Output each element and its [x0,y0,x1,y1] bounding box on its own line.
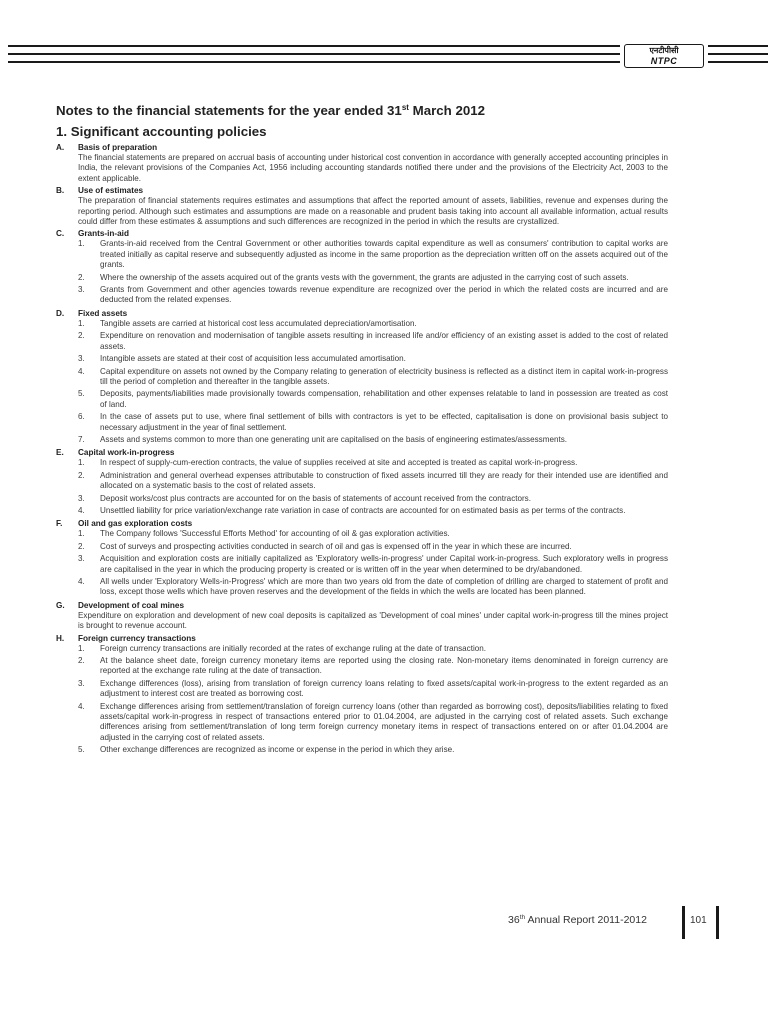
list-item [78,367,668,388]
section-letter: E. [56,448,64,458]
logo-hindi-text: एनटीपीसी [649,46,679,55]
section-heading-text: Fixed assets [78,308,128,318]
section-letter: B. [56,186,65,196]
list-item-number: 3. [78,285,85,295]
list-item-text: Other exchange differences are recognized as income or expense in the period in which they arise. [100,745,455,755]
list-item [78,273,668,283]
section-heading [56,142,668,153]
section-letter: F. [56,519,63,529]
section-heading-text: Use of estimates [78,186,144,196]
list-item [78,389,668,410]
section-letter: G. [56,600,65,610]
list-item [78,529,668,539]
list-item-text: Foreign currency transactions are initially recorded at the rates of exchange ruling at the date of transaction. [100,643,487,653]
list-item [78,458,668,468]
list-item [78,656,668,677]
list-item-number: 4. [78,577,85,586]
list-item-text: All wells under 'Exploratory Wells-in-Progress' which are more than two years old from the date of completion of drilling are charged to statement of profit and loss, except those wells which have proven reserves and the development of the fields in which the wells are located has been planned. [100,577,668,597]
list-item-number: 4. [78,505,85,515]
list-item-text: In respect of supply-cum-erection contracts, the value of supplies received at site and accepted is treated as capital work-in-progress. [100,458,578,468]
list-item-number: 2. [78,272,85,282]
list-item-text: Deposit works/cost plus contracts are accounted for on the basis of statements of account received from the contractors. [100,493,531,503]
section-title: 1. Significant accounting policies [56,124,267,139]
list-item-text: Administration and general overhead expenses attributable to construction of fixed assets incurred till they are ready for their intended use are identified and allocated on a systematic basis to the cost of related assets. [100,470,668,491]
list-item-text: Grants from Government and other agencies towards revenue expenditure are recognized over the period in which the related costs are incurred and are deducted from the related expenses. [100,285,668,305]
list-item-text: Capital expenditure on assets not owned by the Company relating to generation of electricity business is reflected as a distinct item in capital work-in-progress till the period of completion and thereafter in the tangible assets. [100,366,668,386]
list-item-number: 6. [78,412,85,422]
section-heading-text: Basis of preparation [78,143,158,152]
section-heading [56,518,668,529]
section-heading-text: Oil and gas exploration costs [78,519,193,529]
section-heading-text: Development of coal mines [78,600,185,610]
list-item [78,679,668,700]
list-item-number: 2. [78,470,85,480]
list-item-text: Tangible assets are carried at historical cost less accumulated depreciation/amortisation. [100,318,417,328]
list-item-number: 1. [78,318,85,328]
list-item-number: 3. [78,678,85,688]
list-item [78,506,668,516]
logo-text: NTPC [650,56,678,66]
list-item-text: Grants-in-aid received from the Central Government or other authorities towards capital expenditure as well as consumers' contribution to capital works are treated initially as capital reserve and subsequently adjusted as income in the same proportion as the depreciation written off on the assets acquired out of the grants. [100,239,668,270]
list-item [78,577,668,598]
list-item-number: 1. [78,458,85,468]
list-item [78,354,668,364]
section-heading [56,185,668,196]
section-heading-text: Foreign currency transactions [78,633,196,643]
list-item-text: The Company follows 'Successful Efforts Method' for accounting of oil & gas exploration activities. [100,529,450,539]
list-item [78,471,668,492]
list-item [78,644,668,654]
section-letter: H. [56,633,65,643]
header-rule-right [708,45,768,65]
list-item [78,494,668,504]
list-item-text: Intangible assets are stated at their cost of acquisition less accumulated amortisation. [100,354,406,364]
list-item-text: Exchange differences arising from settlement/translation of foreign currency loans (other than regarded as borrowing cost), deposits/liabilities relating to fixed assets/capital work-in-progress in respect of transactions entered prior to 01.04.2004, are adjusted in the carrying cost of related assets. Such exchange differences arising from settlement/translation of long term foreign currency monetary items in respect of transactions entered on or after 01.04.2004 are adjusted in the carrying cost of related assets. [100,701,668,742]
section-heading-text: Capital work-in-progress [78,448,175,458]
list-item [78,331,668,352]
list-item-text: Expenditure on renovation and modernisation of tangible assets resulting in increased life and/or efficiency of an existing asset is added to the cost of related assets. [100,331,668,351]
list-item-text: Unsettled liability for price variation/exchange rate variation in case of contracts are accounted for on estimated basis as per terms of the contracts. [100,505,626,515]
list-item [78,745,668,755]
section-letter: A. [56,143,65,152]
section-heading-text: Grants-in-aid [78,229,129,239]
list-item-number: 1. [78,529,85,539]
section-heading [56,447,668,458]
section-heading [56,228,668,239]
section-heading [56,600,668,611]
list-item-text: In the case of assets put to use, where final settlement of bills with contractors is yet to be effected, capitalisation is done on provisional basis subject to necessary adjustment in the year of final settlement. [100,412,668,432]
list-item [78,554,668,575]
list-item-number: 1. [78,239,85,249]
list-item [78,435,668,445]
list-item [78,285,668,306]
list-item [78,702,668,744]
list-item-number: 2. [78,656,85,666]
list-item-text: Deposits, payments/liabilities made provisionally towards compensation, rehabilitation and other expenses relatable to land in possession are treated as cost of land. [100,389,668,409]
section-heading [56,308,668,319]
list-item-text: Assets and systems common to more than one generating unit are capitalised on the basis of engineering estimates/assessments. [100,434,567,444]
document-body [56,99,668,758]
list-item-text: At the balance sheet date, foreign currency monetary items are reported using the closing rate. Non-monetary items denominated in foreign currency are reported at the exchange rate ruling at the date of transaction. [100,656,668,676]
policy-sections [56,142,668,756]
page-title: Notes to the financial statements for the year ended 31st March 2012 [56,103,486,118]
list-item-number: 5. [78,745,85,755]
list-item-number: 4. [78,366,85,376]
section-letter: C. [56,229,65,239]
list-item [78,412,668,433]
section-paragraph: The financial statements are prepared on accrual basis of accounting under historical cost convention in accordance with generally accepted accounting principles in India, the relevant provisions of the Companies Act, 1956 including accounting standards notified there under and the provisions of the Electricity Act, 2003 to the extent applicable. [78,153,668,183]
list-item-number: 3. [78,493,85,503]
list-item-number: 1. [78,643,85,653]
header-rule [8,45,620,65]
report-title: 36th Annual Report 2011-2012 [508,914,647,926]
list-item [78,542,668,552]
section-paragraph: The preparation of financial statements requires estimates and assumptions that affect the reported amount of assets, liabilities, revenue and expenses during the reporting period. Although such estimates and assumptions are made on a reasonable and prudent basis taking into account all available information, actual results could differ from these estimates & assumptions and such differences are recognized in the period in which the results are crystallized. [78,196,668,227]
list-item [78,239,668,270]
list-item-number: 2. [78,541,85,551]
list-item-text: Cost of surveys and prospecting activities conducted in search of oil and gas is expensed off in the year in which these are incurred. [100,541,572,551]
list-item-number: 3. [78,554,85,564]
list-item-number: 2. [78,331,85,341]
list-item-text: Acquisition and exploration costs are initially capitalized as 'Exploratory wells-in-progress' under Capital work-in-progress. Such exploratory wells in progress are capitalised in the year in which the producing property is created or is written off in the year when determined to be dry/abandoned. [100,554,668,574]
section-paragraph: Expenditure on exploration and development of new coal deposits is capitalized as 'Development of coal mines' under capital work-in-progress till the mines project is brought to revenue account. [78,610,668,631]
list-item [78,319,668,329]
list-item-number: 3. [78,354,85,364]
footer-divider [716,906,719,939]
section-heading [56,633,668,644]
list-item-number: 5. [78,389,85,399]
list-item-number: 7. [78,434,85,444]
ntpc-logo [624,44,704,68]
list-item-number: 4. [78,701,85,711]
list-item-text: Exchange differences (loss), arising from translation of foreign currency loans relating to fixed assets/capital work-in-progress to the extent regarded as an adjustment to interest cost are treated as borrowing cost. [100,678,668,699]
page-number: 101 [690,915,707,926]
footer-divider [682,906,685,939]
section-letter: D. [56,308,65,318]
list-item-text: Where the ownership of the assets acquired out of the grants vests with the government, the grants are adjusted in the carrying cost of such assets. [100,272,629,282]
